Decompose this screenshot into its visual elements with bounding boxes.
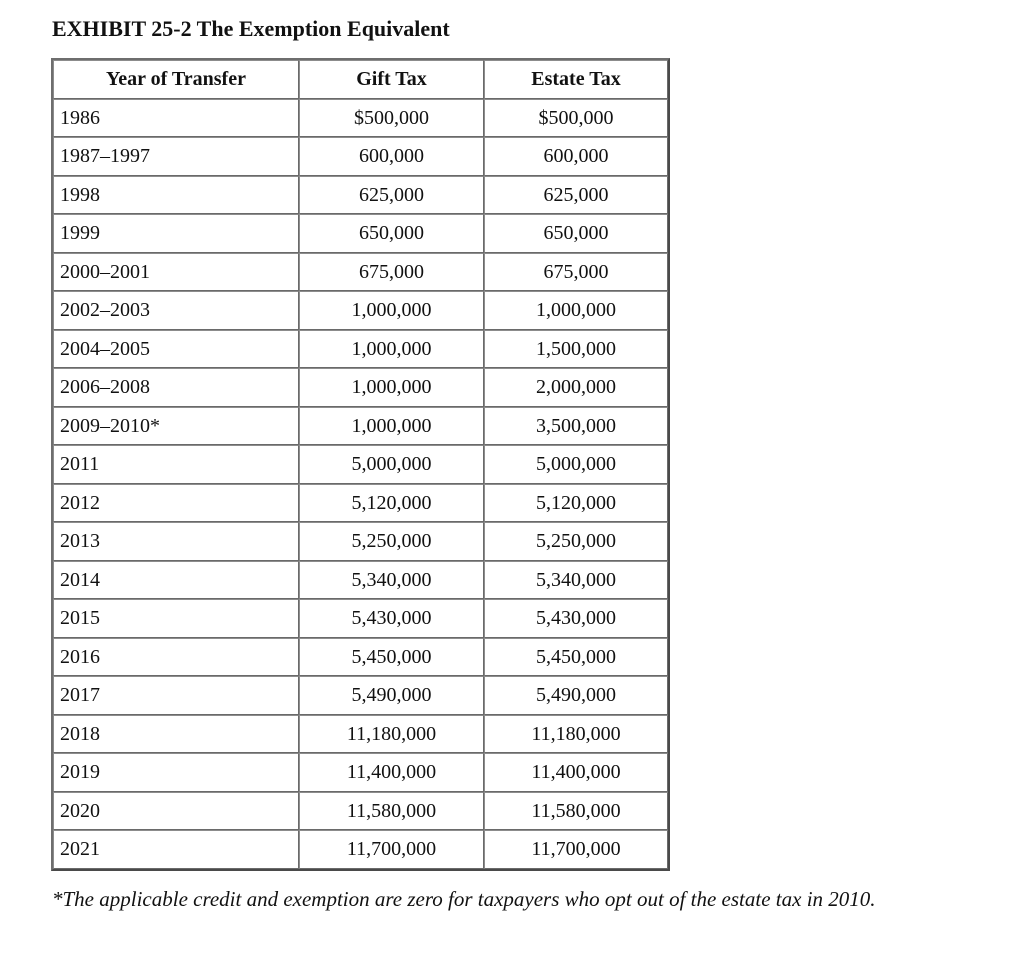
table-row [53,561,668,600]
estate-tax-cell: 1,500,000 [484,330,668,369]
year-cell: 2016 [53,638,299,677]
table-row [53,753,668,792]
gift-tax-cell: 600,000 [299,137,484,176]
table-row [53,368,668,407]
table-row [53,638,668,677]
year-cell: 2021 [53,830,299,869]
year-cell: 2012 [53,484,299,523]
gift-tax-cell: 11,580,000 [299,792,484,831]
estate-tax-cell: 5,120,000 [484,484,668,523]
estate-tax-cell: 11,400,000 [484,753,668,792]
table-row [53,99,668,138]
table-body [53,99,668,869]
year-cell: 2011 [53,445,299,484]
estate-tax-cell: 5,250,000 [484,522,668,561]
estate-tax-cell: 650,000 [484,214,668,253]
table-row [53,214,668,253]
estate-tax-cell: 5,340,000 [484,561,668,600]
year-cell: 2000–2001 [53,253,299,292]
table-row [53,407,668,446]
estate-tax-cell: 2,000,000 [484,368,668,407]
table-row [53,792,668,831]
gift-tax-cell: 11,400,000 [299,753,484,792]
estate-tax-cell: 11,700,000 [484,830,668,869]
estate-tax-cell: 11,580,000 [484,792,668,831]
footnote: *The applicable credit and exemption are zero for taxpayers who opt out of the estate tax in 2010. [52,887,876,911]
gift-tax-cell: $500,000 [299,99,484,138]
gift-tax-cell: 1,000,000 [299,407,484,446]
table-row [53,715,668,754]
year-cell: 2018 [53,715,299,754]
estate-tax-cell: 11,180,000 [484,715,668,754]
year-cell: 2019 [53,753,299,792]
gift-tax-cell: 5,120,000 [299,484,484,523]
estate-tax-cell: $500,000 [484,99,668,138]
year-cell: 1987–1997 [53,137,299,176]
header-year-of-transfer: Year of Transfer [53,60,299,99]
gift-tax-cell: 625,000 [299,176,484,215]
table-row [53,137,668,176]
year-cell: 2002–2003 [53,291,299,330]
year-cell: 1999 [53,214,299,253]
estate-tax-cell: 5,000,000 [484,445,668,484]
estate-tax-cell: 675,000 [484,253,668,292]
year-cell: 2014 [53,561,299,600]
gift-tax-cell: 5,450,000 [299,638,484,677]
gift-tax-cell: 5,250,000 [299,522,484,561]
estate-tax-cell: 5,450,000 [484,638,668,677]
table-row [53,330,668,369]
estate-tax-cell: 3,500,000 [484,407,668,446]
exhibit-title: EXHIBIT 25-2 The Exemption Equivalent [52,16,450,41]
table-row [53,176,668,215]
year-cell: 2017 [53,676,299,715]
gift-tax-cell: 11,180,000 [299,715,484,754]
gift-tax-cell: 11,700,000 [299,830,484,869]
year-cell: 2006–2008 [53,368,299,407]
year-cell: 2009–2010* [53,407,299,446]
gift-tax-cell: 5,340,000 [299,561,484,600]
gift-tax-cell: 5,490,000 [299,676,484,715]
estate-tax-cell: 1,000,000 [484,291,668,330]
gift-tax-cell: 5,000,000 [299,445,484,484]
exemption-table [51,58,670,871]
table-row [53,445,668,484]
estate-tax-cell: 5,490,000 [484,676,668,715]
estate-tax-cell: 600,000 [484,137,668,176]
table-row [53,676,668,715]
year-cell: 2015 [53,599,299,638]
gift-tax-cell: 1,000,000 [299,330,484,369]
table-row [53,599,668,638]
estate-tax-cell: 625,000 [484,176,668,215]
header-gift-tax: Gift Tax [299,60,484,99]
header-estate-tax: Estate Tax [484,60,668,99]
table-row [53,484,668,523]
table-row [53,253,668,292]
year-cell: 2020 [53,792,299,831]
table-row [53,830,668,869]
gift-tax-cell: 1,000,000 [299,291,484,330]
gift-tax-cell: 650,000 [299,214,484,253]
table-header-row [53,60,668,99]
gift-tax-cell: 675,000 [299,253,484,292]
year-cell: 2004–2005 [53,330,299,369]
table-row [53,522,668,561]
year-cell: 2013 [53,522,299,561]
year-cell: 1986 [53,99,299,138]
gift-tax-cell: 5,430,000 [299,599,484,638]
gift-tax-cell: 1,000,000 [299,368,484,407]
table-row [53,291,668,330]
year-cell: 1998 [53,176,299,215]
estate-tax-cell: 5,430,000 [484,599,668,638]
